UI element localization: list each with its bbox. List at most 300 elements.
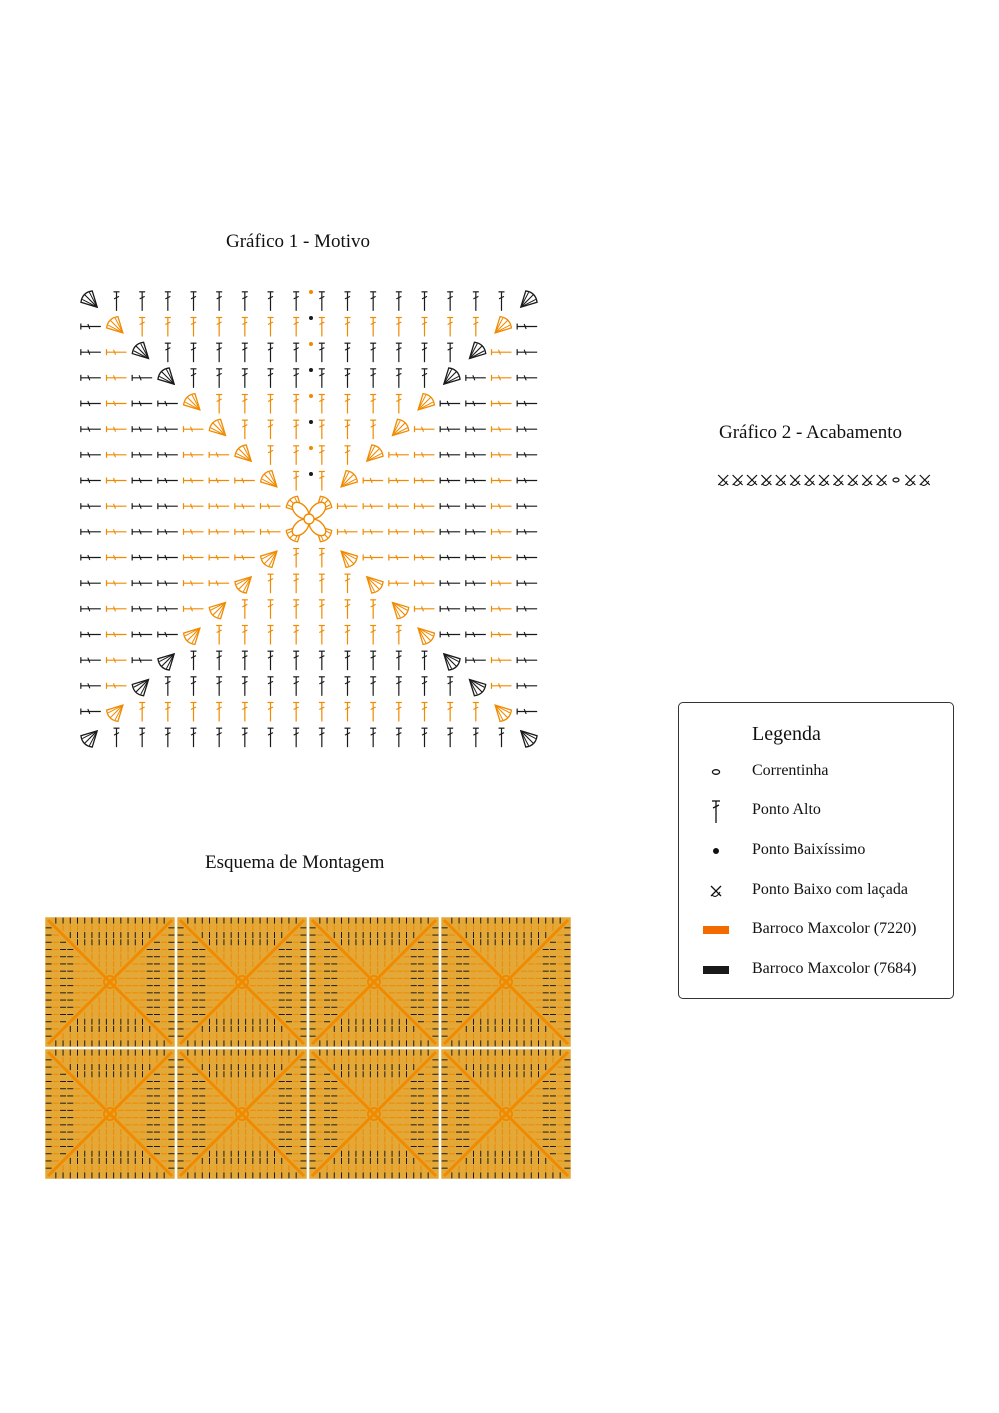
double-crochet-stitch — [216, 369, 222, 388]
double-crochet-stitch — [492, 555, 512, 561]
double-crochet-stitch — [319, 395, 325, 414]
double-crochet-stitch — [268, 651, 274, 670]
double-crochet-stitch — [184, 555, 204, 561]
double-crochet-stitch — [396, 395, 402, 414]
double-crochet-stitch — [440, 426, 460, 432]
assembly-motif — [45, 917, 176, 1048]
chain-icon — [703, 760, 733, 784]
double-crochet-stitch — [235, 529, 255, 535]
legend-label-slip-stitch: Ponto Baixíssimo — [752, 841, 866, 858]
double-crochet-stitch — [158, 478, 178, 484]
corner-fan-stitch — [489, 314, 513, 338]
corner-fan-stitch — [438, 648, 462, 672]
double-crochet-stitch — [363, 503, 383, 509]
slip-stitch-mark — [309, 316, 313, 320]
corner-fan-stitch — [361, 443, 385, 467]
double-crochet-stitch — [440, 452, 460, 458]
double-crochet-stitch — [447, 292, 453, 311]
slip-stitch-mark — [309, 394, 313, 398]
corner-fan-stitch — [156, 648, 180, 672]
double-crochet-stitch — [216, 343, 222, 362]
double-crochet-stitch — [293, 728, 299, 747]
double-crochet-stitch — [81, 375, 101, 381]
double-crochet-stitch — [440, 478, 460, 484]
double-crochet-stitch — [370, 728, 376, 747]
double-crochet-stitch — [191, 703, 197, 722]
double-crochet-stitch — [345, 369, 351, 388]
double-crochet-stitch — [268, 420, 274, 439]
assembly-motif — [177, 917, 308, 1048]
double-crochet-stitch — [492, 657, 512, 663]
single-crochet-loop-stitch — [761, 475, 771, 485]
single-crochet-loop-stitch — [805, 475, 815, 485]
double-crochet-stitch — [81, 709, 101, 715]
corner-fan-stitch — [258, 545, 282, 569]
corner-fan-stitch — [335, 545, 359, 569]
double-crochet-stitch — [396, 318, 402, 337]
corner-fan-stitch — [104, 314, 128, 338]
double-crochet-stitch — [415, 478, 435, 484]
double-crochet-stitch — [338, 503, 358, 509]
double-crochet-stitch — [415, 452, 435, 458]
double-crochet-stitch — [293, 549, 299, 568]
double-crochet-stitch — [216, 703, 222, 722]
double-crochet-stitch — [184, 478, 204, 484]
corner-fan-stitch — [387, 417, 411, 441]
double-crochet-stitch — [492, 349, 512, 355]
double-crochet-stitch — [319, 574, 325, 593]
corner-fan-stitch — [258, 468, 282, 492]
double-crochet-stitch — [517, 426, 537, 432]
double-crochet-stitch — [81, 683, 101, 689]
double-crochet-stitch — [132, 580, 152, 586]
double-crochet-stitch — [139, 292, 145, 311]
double-crochet-stitch — [319, 728, 325, 747]
double-crochet-stitch — [492, 452, 512, 458]
double-crochet-stitch — [158, 503, 178, 509]
double-crochet-stitch — [447, 728, 453, 747]
assembly-motif — [441, 917, 572, 1048]
corner-fan-stitch — [79, 725, 103, 749]
assembly-title: Esquema de Montagem — [205, 852, 385, 873]
double-crochet-stitch — [492, 375, 512, 381]
double-crochet-stitch — [517, 503, 537, 509]
single-crochet-loop-stitch — [733, 475, 743, 485]
double-crochet-stitch — [293, 677, 299, 696]
double-crochet-stitch — [216, 292, 222, 311]
double-crochet-stitch — [396, 651, 402, 670]
assembly-motif — [309, 917, 440, 1048]
double-crochet-stitch — [293, 395, 299, 414]
double-crochet-stitch — [466, 375, 486, 381]
double-crochet-stitch — [466, 503, 486, 509]
double-crochet-stitch — [422, 703, 428, 722]
double-crochet-stitch — [268, 600, 274, 619]
double-crochet-stitch — [184, 580, 204, 586]
corner-fan-stitch — [464, 674, 488, 698]
corner-fan-stitch — [156, 366, 180, 390]
double-crochet-stitch — [396, 626, 402, 645]
double-crochet-stitch — [209, 529, 229, 535]
chart2-title: Gráfico 2 - Acabamento — [719, 422, 903, 443]
double-crochet-stitch — [499, 292, 505, 311]
double-crochet-stitch — [517, 632, 537, 638]
assembly-diagram — [44, 916, 572, 1180]
double-crochet-stitch — [466, 529, 486, 535]
assembly-motif — [177, 1049, 308, 1180]
double-crochet-stitch — [293, 703, 299, 722]
double-crochet-stitch — [81, 503, 101, 509]
double-crochet-stitch — [268, 446, 274, 465]
magic-ring — [304, 514, 314, 524]
double-crochet-stitch — [242, 292, 248, 311]
double-crochet-stitch — [345, 395, 351, 414]
single-crochet-loop-stitch — [747, 475, 757, 485]
double-crochet-stitch — [492, 529, 512, 535]
double-crochet-stitch — [396, 677, 402, 696]
corner-fan-stitch — [79, 289, 103, 313]
double-crochet-stitch — [242, 651, 248, 670]
double-crochet-stitch — [158, 452, 178, 458]
double-crochet-stitch — [209, 580, 229, 586]
single-crochet-loop-stitch — [718, 475, 728, 485]
double-crochet-stitch — [293, 574, 299, 593]
double-crochet-stitch — [81, 401, 101, 407]
double-crochet-stitch — [370, 420, 376, 439]
double-crochet-stitch — [216, 728, 222, 747]
double-crochet-stitch — [517, 401, 537, 407]
double-crochet-stitch — [517, 555, 537, 561]
corner-fan-stitch — [233, 571, 257, 595]
black-swatch — [703, 958, 733, 982]
double-crochet-stitch — [132, 632, 152, 638]
double-crochet-stitch — [440, 555, 460, 561]
double-crochet-stitch — [107, 452, 127, 458]
double-crochet-stitch — [107, 555, 127, 561]
double-crochet-stitch — [370, 677, 376, 696]
double-crochet-stitch — [370, 703, 376, 722]
double-crochet-stitch — [107, 606, 127, 612]
double-crochet-stitch — [242, 369, 248, 388]
single-crochet-loop-stitch — [862, 475, 872, 485]
double-crochet-stitch — [517, 349, 537, 355]
double-crochet-stitch — [447, 677, 453, 696]
double-crochet-stitch — [242, 677, 248, 696]
double-crochet-stitch — [466, 401, 486, 407]
corner-fan-stitch — [104, 699, 128, 723]
double-crochet-stitch — [107, 349, 127, 355]
double-crochet-stitch — [422, 369, 428, 388]
double-crochet-stitch — [492, 606, 512, 612]
double-crochet-stitch — [132, 529, 152, 535]
single-crochet-loop-stitch — [776, 475, 786, 485]
double-crochet-stitch — [440, 503, 460, 509]
double-crochet-stitch — [191, 343, 197, 362]
double-crochet-stitch — [81, 606, 101, 612]
double-crochet-stitch — [107, 375, 127, 381]
double-crochet-stitch — [345, 600, 351, 619]
double-crochet-stitch — [184, 529, 204, 535]
double-crochet-stitch — [440, 580, 460, 586]
double-crochet-stitch — [466, 657, 486, 663]
corner-fan-stitch — [438, 366, 462, 390]
double-crochet-stitch — [242, 703, 248, 722]
assembly-motif — [45, 1049, 176, 1180]
corner-fan-stitch — [207, 597, 231, 621]
double-crochet-stitch — [216, 677, 222, 696]
double-crochet-stitch — [440, 529, 460, 535]
double-crochet-stitch — [517, 324, 537, 330]
double-crochet-stitch — [363, 478, 383, 484]
double-crochet-stitch — [107, 478, 127, 484]
double-crochet-stitch — [107, 426, 127, 432]
double-crochet-stitch — [242, 420, 248, 439]
double-crochet-stitch — [261, 529, 281, 535]
double-crochet-stitch — [242, 600, 248, 619]
double-crochet-stitch — [139, 703, 145, 722]
double-crochet-stitch — [319, 318, 325, 337]
double-crochet-stitch — [447, 318, 453, 337]
double-crochet-stitch — [114, 292, 120, 311]
double-crochet-stitch — [114, 728, 120, 747]
double-crochet-stitch — [293, 420, 299, 439]
double-crochet-stitch — [209, 478, 229, 484]
single-crochet-loop-stitch — [833, 475, 843, 485]
double-crochet-stitch — [389, 478, 409, 484]
double-crochet-stitch — [191, 369, 197, 388]
double-crochet-stitch — [81, 632, 101, 638]
double-crochet-stitch — [139, 318, 145, 337]
legend-title: Legenda — [752, 723, 821, 745]
double-crochet-stitch — [184, 452, 204, 458]
double-crochet-stitch — [370, 395, 376, 414]
double-crochet-stitch — [293, 600, 299, 619]
double-crochet-stitch — [191, 318, 197, 337]
double-crochet-stitch — [132, 426, 152, 432]
double-crochet-stitch — [132, 606, 152, 612]
double-crochet-stitch — [422, 728, 428, 747]
double-crochet-stitch — [158, 401, 178, 407]
legend-item — [679, 918, 953, 942]
double-crochet-stitch — [363, 555, 383, 561]
double-crochet-stitch — [492, 580, 512, 586]
double-crochet-stitch — [466, 580, 486, 586]
double-crochet-stitch — [415, 580, 435, 586]
motif-chart — [78, 288, 540, 750]
double-crochet-stitch — [191, 677, 197, 696]
double-crochet-stitch — [107, 683, 127, 689]
double-crochet-stitch — [165, 703, 171, 722]
double-crochet-stitch — [268, 626, 274, 645]
double-crochet-stitch — [319, 626, 325, 645]
double-crochet-stitch — [466, 478, 486, 484]
double-crochet-stitch — [499, 728, 505, 747]
corner-fan-stitch — [181, 391, 205, 415]
corner-fan-stitch — [515, 725, 539, 749]
double-crochet-stitch — [396, 369, 402, 388]
double-crochet-stitch — [517, 580, 537, 586]
double-crochet-stitch — [370, 318, 376, 337]
slip-stitch-mark — [309, 446, 313, 450]
single-crochet-loop-stitch — [905, 475, 915, 485]
double-crochet-stitch — [191, 728, 197, 747]
double-crochet-stitch — [517, 709, 537, 715]
double-crochet-stitch — [158, 529, 178, 535]
double-crochet-stitch — [345, 703, 351, 722]
double-crochet-stitch — [81, 529, 101, 535]
double-crochet-stitch — [338, 529, 358, 535]
double-crochet-stitch — [422, 651, 428, 670]
legend-label-chain: Correntinha — [752, 762, 829, 779]
double-crochet-stitch — [473, 703, 479, 722]
legend-item — [679, 839, 953, 863]
double-crochet-stitch — [81, 349, 101, 355]
double-crochet-stitch — [158, 632, 178, 638]
double-crochet-stitch — [345, 626, 351, 645]
single-crochet-loop-stitch — [790, 475, 800, 485]
double-crochet-stitch — [492, 632, 512, 638]
double-crochet-stitch — [492, 503, 512, 509]
legend-item — [679, 799, 953, 823]
double-crochet-stitch — [184, 606, 204, 612]
legend-label-orange-yarn: Barroco Maxcolor (7220) — [752, 920, 917, 937]
legend-label-single-crochet-loop: Ponto Baixo com laçada — [752, 881, 908, 898]
double-crochet-stitch — [466, 606, 486, 612]
double-crochet-stitch — [517, 478, 537, 484]
double-crochet-stitch — [492, 683, 512, 689]
double-crochet-stitch — [517, 657, 537, 663]
double-crochet-stitch — [345, 677, 351, 696]
double-crochet-stitch — [184, 503, 204, 509]
corner-fan-stitch — [412, 622, 436, 646]
double-crochet-stitch — [422, 318, 428, 337]
double-crochet-stitch — [81, 324, 101, 330]
double-crochet-stitch — [107, 401, 127, 407]
double-crochet-stitch — [473, 318, 479, 337]
double-crochet-stitch — [396, 703, 402, 722]
double-crochet-stitch — [345, 574, 351, 593]
double-crochet-stitch — [319, 549, 325, 568]
single-crochet-loop-stitch — [920, 475, 930, 485]
double-crochet-stitch — [158, 580, 178, 586]
legend-item — [679, 760, 953, 784]
double-crochet-stitch — [319, 703, 325, 722]
double-crochet-stitch — [440, 632, 460, 638]
double-crochet-stitch — [293, 343, 299, 362]
assembly-motif — [309, 1049, 440, 1180]
double-crochet-stitch — [242, 728, 248, 747]
double-crochet-stitch — [389, 503, 409, 509]
double-crochet-stitch — [107, 580, 127, 586]
double-crochet-stitch — [242, 395, 248, 414]
double-crochet-stitch — [415, 503, 435, 509]
double-crochet-stitch — [319, 420, 325, 439]
corner-fan-stitch — [387, 597, 411, 621]
double-crochet-stitch — [293, 446, 299, 465]
double-crochet-stitch — [466, 452, 486, 458]
double-crochet-stitch — [268, 343, 274, 362]
double-crochet-stitch — [517, 529, 537, 535]
double-crochet-stitch — [389, 555, 409, 561]
finish-chart — [716, 470, 932, 490]
corner-fan-stitch — [233, 443, 257, 467]
double-crochet-stitch — [517, 606, 537, 612]
double-crochet-stitch — [389, 580, 409, 586]
double-crochet-stitch — [209, 555, 229, 561]
double-crochet-stitch — [209, 452, 229, 458]
double-crochet-stitch — [473, 292, 479, 311]
double-crochet-stitch — [268, 318, 274, 337]
double-crochet-stitch — [165, 292, 171, 311]
double-crochet-stitch — [319, 677, 325, 696]
double-crochet-stitch — [107, 503, 127, 509]
corner-fan-stitch — [361, 571, 385, 595]
double-crochet-stitch — [81, 478, 101, 484]
double-crochet-stitch — [492, 401, 512, 407]
double-crochet-stitch — [396, 728, 402, 747]
double-crochet-stitch — [132, 401, 152, 407]
double-crochet-stitch — [345, 446, 351, 465]
double-crochet-stitch — [107, 632, 127, 638]
double-crochet-stitch — [447, 343, 453, 362]
double-crochet-stitch — [396, 343, 402, 362]
double-crochet-stitch — [293, 292, 299, 311]
double-crochet-stitch — [132, 657, 152, 663]
double-crochet-stitch — [216, 626, 222, 645]
single-crochet-loop-icon — [703, 879, 733, 903]
center-flower — [289, 499, 329, 539]
double-crochet-stitch — [132, 555, 152, 561]
corner-fan-stitch — [335, 468, 359, 492]
double-crochet-stitch — [415, 555, 435, 561]
double-crochet-stitch — [235, 478, 255, 484]
double-crochet-stitch — [319, 343, 325, 362]
corner-fan-stitch — [489, 699, 513, 723]
double-crochet-stitch — [184, 426, 204, 432]
double-crochet-stitch — [422, 677, 428, 696]
double-crochet-stitch — [235, 503, 255, 509]
double-crochet-stitch — [396, 292, 402, 311]
corner-fan-stitch — [130, 340, 154, 364]
double-crochet-stitch — [235, 555, 255, 561]
assembly-motif — [441, 1049, 572, 1180]
double-crochet-stitch — [158, 606, 178, 612]
double-crochet-stitch — [268, 677, 274, 696]
double-crochet-stitch — [158, 555, 178, 561]
double-crochet-stitch — [345, 420, 351, 439]
double-crochet-stitch — [268, 728, 274, 747]
legend-item — [679, 879, 953, 903]
corner-fan-stitch — [207, 417, 231, 441]
double-crochet-stitch — [440, 606, 460, 612]
double-crochet-stitch — [132, 375, 152, 381]
legend-label-black-yarn: Barroco Maxcolor (7684) — [752, 960, 917, 977]
slip-stitch-mark — [309, 472, 313, 476]
double-crochet-stitch — [242, 318, 248, 337]
double-crochet-stitch — [422, 292, 428, 311]
double-crochet-stitch — [517, 375, 537, 381]
double-crochet-stitch — [268, 703, 274, 722]
double-crochet-stitch — [81, 426, 101, 432]
double-crochet-stitch — [447, 703, 453, 722]
corner-fan-stitch — [130, 674, 154, 698]
double-crochet-stitch — [216, 318, 222, 337]
single-crochet-loop-stitch — [848, 475, 858, 485]
double-crochet-stitch — [216, 395, 222, 414]
legend-item — [679, 958, 953, 982]
double-crochet-stitch — [345, 292, 351, 311]
legend-box — [678, 702, 954, 999]
